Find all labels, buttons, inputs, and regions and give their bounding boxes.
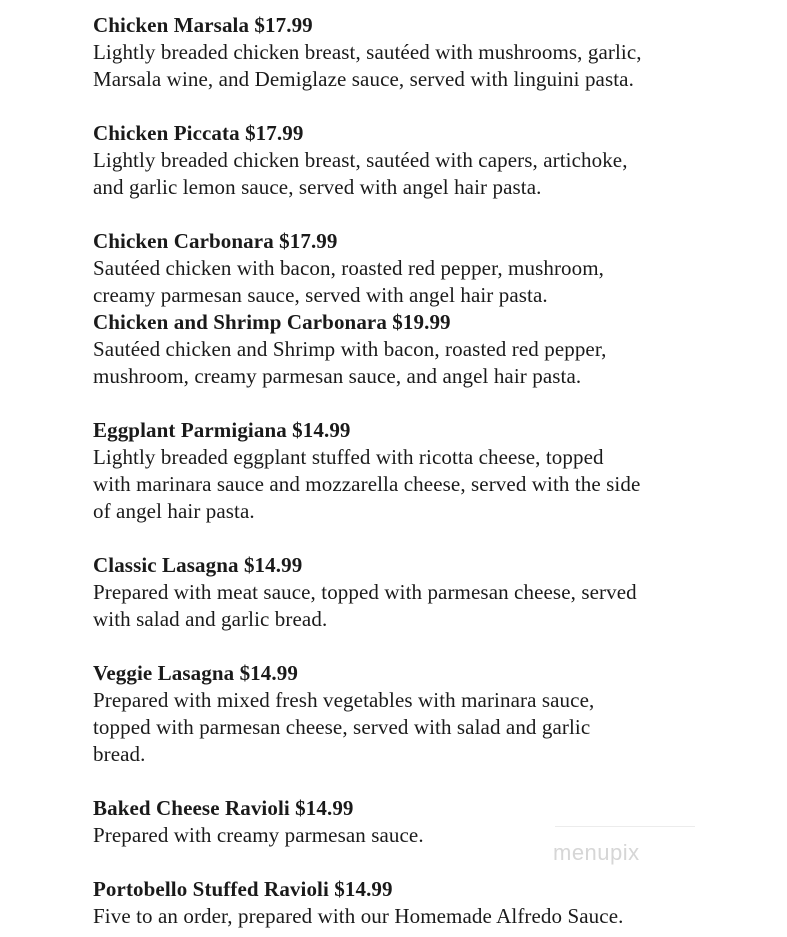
item-title: Classic Lasagna $14.99 bbox=[93, 553, 303, 577]
description-line: of angel hair pasta. bbox=[93, 499, 255, 523]
description-line: creamy parmesan sauce, served with angel hair pasta. bbox=[93, 283, 548, 307]
menu-item-chicken-piccata bbox=[93, 120, 773, 201]
description-line: Sautéed chicken with bacon, roasted red pepper, mushroom, bbox=[93, 256, 605, 280]
item-title: Chicken Piccata $17.99 bbox=[93, 121, 304, 145]
description-line: and garlic lemon sauce, served with angel hair pasta. bbox=[93, 175, 542, 199]
item-description bbox=[93, 147, 773, 201]
watermark-divider bbox=[555, 826, 695, 827]
description-line: Prepared with creamy parmesan sauce. bbox=[93, 823, 424, 847]
menu-item-baked-cheese-ravioli bbox=[93, 795, 773, 849]
description-line: mushroom, creamy parmesan sauce, and angel hair pasta. bbox=[93, 364, 582, 388]
item-description bbox=[93, 444, 773, 525]
description-line: Five to an order, prepared with our Homemade Alfredo Sauce. bbox=[93, 904, 624, 928]
item-description bbox=[93, 255, 773, 309]
item-description bbox=[93, 687, 773, 768]
menu-item-chicken-marsala bbox=[93, 12, 773, 93]
item-title: Veggie Lasagna $14.99 bbox=[93, 661, 298, 685]
description-line: with marinara sauce and mozzarella cheese, served with the side bbox=[93, 472, 641, 496]
description-line: bread. bbox=[93, 742, 146, 766]
item-title: Portobello Stuffed Ravioli $14.99 bbox=[93, 877, 393, 901]
menu-item-chicken-shrimp-carbonara bbox=[93, 309, 773, 390]
description-line: Prepared with meat sauce, topped with parmesan cheese, served bbox=[93, 580, 637, 604]
description-line: with salad and garlic bread. bbox=[93, 607, 328, 631]
description-line: Lightly breaded chicken breast, sautéed with mushrooms, garlic, bbox=[93, 40, 642, 64]
menu-item-eggplant-parmigiana bbox=[93, 417, 773, 525]
description-line: Sautéed chicken and Shrimp with bacon, roasted red pepper, bbox=[93, 337, 607, 361]
item-title: Eggplant Parmigiana $14.99 bbox=[93, 418, 351, 442]
menu-item-chicken-carbonara bbox=[93, 228, 773, 309]
item-description bbox=[93, 336, 773, 390]
watermark-logo: menupix bbox=[553, 840, 640, 865]
description-line: Lightly breaded eggplant stuffed with ricotta cheese, topped bbox=[93, 445, 604, 469]
item-description bbox=[93, 39, 773, 93]
item-description bbox=[93, 579, 773, 633]
item-title: Chicken Marsala $17.99 bbox=[93, 13, 313, 37]
item-description bbox=[93, 903, 773, 930]
description-line: Lightly breaded chicken breast, sautéed with capers, artichoke, bbox=[93, 148, 628, 172]
menu-item-classic-lasagna bbox=[93, 552, 773, 633]
menu-item-portobello-stuffed-ravioli bbox=[93, 876, 773, 930]
menu-page bbox=[93, 12, 773, 930]
description-line: topped with parmesan cheese, served with salad and garlic bbox=[93, 715, 591, 739]
description-line: Marsala wine, and Demiglaze sauce, served with linguini pasta. bbox=[93, 67, 634, 91]
item-title: Chicken Carbonara $17.99 bbox=[93, 229, 338, 253]
description-line: Prepared with mixed fresh vegetables with marinara sauce, bbox=[93, 688, 595, 712]
item-title: Baked Cheese Ravioli $14.99 bbox=[93, 796, 354, 820]
menu-item-veggie-lasagna bbox=[93, 660, 773, 768]
item-title: Chicken and Shrimp Carbonara $19.99 bbox=[93, 310, 451, 334]
